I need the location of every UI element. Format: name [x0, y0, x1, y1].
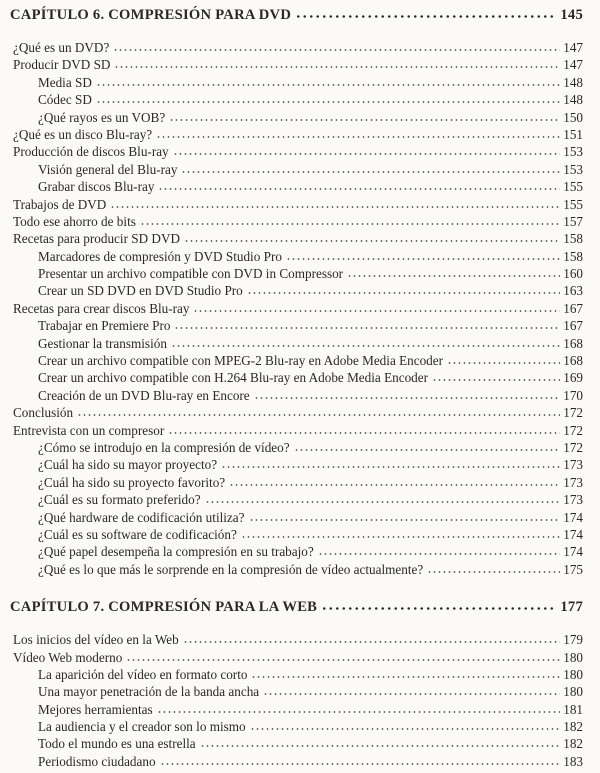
toc-entry-label: Recetas para producir SD DVD: [13, 231, 180, 247]
toc-entry-label: Media SD: [38, 74, 92, 90]
toc-entry-page-number: 170: [563, 387, 583, 403]
toc-entry-page-number: 172: [563, 405, 583, 421]
toc-entry-label: Grabar discos Blu-ray: [38, 179, 155, 195]
toc-entry: [10, 667, 583, 684]
dot-leader: [171, 344, 560, 348]
dot-leader: [96, 83, 560, 87]
dot-leader: [183, 640, 561, 644]
dot-leader: [263, 692, 560, 696]
toc-entry-label: Producir DVD SD: [13, 57, 111, 73]
toc-entry-page-number: 180: [563, 649, 583, 665]
dot-leader: [174, 326, 560, 330]
chapter-entries: [10, 40, 583, 579]
toc-entry: [10, 266, 583, 283]
toc-entry-page-number: 174: [563, 544, 583, 560]
toc-entry-label: Periodismo ciudadano: [38, 753, 156, 769]
toc-entry: [10, 40, 583, 57]
dot-leader: [158, 187, 560, 191]
toc-entry: [10, 475, 583, 492]
toc-entry-page-number: 160: [563, 266, 583, 282]
toc-entry-label: ¿Cuál es su software de codificación?: [38, 526, 237, 542]
dot-leader: [193, 309, 560, 313]
toc-entry-page-number: 158: [563, 231, 583, 247]
toc-entry: [10, 544, 583, 561]
toc-entry-label: Mejores herramientas: [38, 701, 153, 717]
dot-leader: [318, 552, 560, 556]
toc-entry-label: ¿Qué es lo que más le sorprende en la compresión de vídeo actualmente?: [38, 561, 424, 577]
dot-leader: [157, 710, 561, 714]
toc-entry: [10, 127, 583, 144]
toc-entry: [10, 214, 583, 231]
toc-entry-label: Una mayor penetración de la banda ancha: [38, 684, 260, 700]
toc-entry-label: Todo ese ahorro de bits: [13, 213, 136, 229]
dot-leader: [247, 291, 560, 295]
toc-entry: [10, 57, 583, 74]
toc-entry: [10, 754, 583, 771]
toc-entry-label: ¿Qué es un DVD?: [13, 40, 110, 55]
toc-entry-label: Todo el mundo es una estrella: [38, 736, 196, 752]
toc-entry-page-number: 173: [563, 474, 583, 490]
toc-entry: [10, 144, 583, 161]
toc-entry-label: ¿Qué hardware de codificación utiliza?: [38, 509, 245, 525]
table-of-contents: [10, 7, 583, 771]
toc-entry: [10, 702, 583, 719]
toc-entry-label: Visión general del Blu-ray: [38, 161, 178, 177]
toc-entry-page-number: 181: [563, 701, 583, 717]
toc-entry-page-number: 183: [563, 753, 583, 769]
toc-entry-page-number: 180: [563, 666, 583, 682]
chapter-title: CAPÍTULO 6. COMPRESIÓN PARA DVD: [10, 7, 292, 23]
toc-entry-page-number: 155: [563, 196, 583, 212]
toc-entry-page-number: 167: [563, 300, 583, 316]
toc-entry: [10, 684, 583, 701]
toc-entry-page-number: 147: [563, 40, 583, 55]
dot-leader: [250, 727, 561, 731]
dot-leader: [241, 535, 560, 539]
chapter-title: CAPÍTULO 7. COMPRESIÓN PARA LA WEB: [10, 599, 318, 616]
toc-section: [10, 7, 583, 579]
toc-entry-label: Presentar un archivo compatible con DVD in Compressor: [38, 266, 344, 282]
dot-leader: [427, 570, 560, 574]
toc-entry-label: Los inicios del vídeo en la Web: [13, 632, 179, 648]
toc-entry: [10, 75, 583, 92]
toc-entry: [10, 92, 583, 109]
dot-leader: [447, 361, 560, 365]
toc-entry-page-number: 157: [563, 213, 583, 229]
dot-leader: [432, 378, 560, 382]
dot-leader: [254, 396, 561, 400]
dot-leader: [181, 170, 560, 174]
dot-leader: [295, 14, 557, 19]
toc-entry-page-number: 180: [563, 684, 583, 700]
toc-entry-page-number: 148: [563, 74, 583, 90]
toc-entry: [10, 510, 583, 527]
chapter-entries: [10, 632, 583, 771]
toc-entry-page-number: 173: [563, 492, 583, 508]
toc-entry-page-number: 182: [563, 736, 583, 752]
toc-entry-label: Conclusión: [13, 405, 74, 421]
toc-entry-page-number: 150: [563, 109, 583, 125]
toc-entry: [10, 370, 583, 387]
dot-leader: [286, 257, 560, 261]
toc-entry-page-number: 172: [563, 439, 583, 455]
toc-entry: [10, 650, 583, 667]
dot-leader: [126, 658, 560, 662]
toc-entry-page-number: 168: [563, 353, 583, 369]
toc-entry-page-number: 172: [563, 422, 583, 438]
dot-leader: [113, 48, 560, 52]
toc-entry: [10, 110, 583, 127]
dot-leader: [251, 675, 560, 679]
toc-entry-page-number: 174: [563, 526, 583, 542]
dot-leader: [173, 152, 561, 156]
dot-leader: [321, 606, 557, 611]
toc-entry-page-number: 153: [563, 161, 583, 177]
chapter-heading: [10, 7, 583, 31]
dot-leader: [200, 744, 561, 748]
toc-entry: [10, 231, 583, 248]
toc-entry-label: ¿Qué rayos es un VOB?: [38, 109, 166, 125]
toc-entry-label: Entrevista con un compresor: [13, 422, 165, 438]
chapter-page-number: 177: [560, 599, 583, 616]
dot-leader: [169, 118, 560, 122]
toc-entry-page-number: 175: [563, 561, 583, 577]
dot-leader: [156, 135, 560, 139]
toc-entry-label: Marcadores de compresión y DVD Studio Pro: [38, 248, 282, 264]
toc-entry-page-number: 163: [563, 283, 583, 299]
toc-entry: [10, 719, 583, 736]
toc-entry: [10, 405, 583, 422]
toc-entry: [10, 440, 583, 457]
dot-leader: [249, 518, 561, 522]
toc-entry-page-number: 158: [563, 248, 583, 264]
dot-leader: [140, 222, 560, 226]
toc-entry-label: ¿Cómo se introdujo en la compresión de vídeo?: [38, 439, 290, 455]
toc-entry-label: La audiencia y el creador son lo mismo: [38, 719, 246, 735]
toc-entry: [10, 179, 583, 196]
toc-entry: [10, 388, 583, 405]
dot-leader: [294, 448, 561, 452]
toc-entry-label: ¿Cuál es su formato preferido?: [38, 492, 201, 508]
toc-entry-label: Crear un SD DVD en DVD Studio Pro: [38, 283, 243, 299]
toc-entry: [10, 423, 583, 440]
dot-leader: [168, 431, 560, 435]
toc-entry: [10, 632, 583, 649]
toc-entry-page-number: 169: [563, 370, 583, 386]
toc-entry: [10, 336, 583, 353]
toc-entry-label: Producción de discos Blu-ray: [13, 144, 169, 160]
dot-leader: [229, 483, 560, 487]
toc-entry: [10, 301, 583, 318]
toc-entry-label: ¿Qué papel desempeña la compresión en su trabajo?: [38, 544, 314, 560]
dot-leader: [184, 239, 560, 243]
toc-entry-label: ¿Cuál ha sido su mayor proyecto?: [38, 457, 218, 473]
toc-entry-page-number: 153: [563, 144, 583, 160]
dot-leader: [205, 500, 561, 504]
dot-leader: [110, 205, 560, 209]
dot-leader: [221, 465, 560, 469]
toc-entry: [10, 562, 583, 579]
toc-entry: [10, 457, 583, 474]
dot-leader: [96, 100, 560, 104]
dot-leader: [114, 65, 560, 69]
dot-leader: [347, 274, 560, 278]
toc-entry: [10, 283, 583, 300]
toc-entry-label: Recetas para crear discos Blu-ray: [13, 300, 190, 316]
dot-leader: [160, 762, 561, 766]
toc-entry-page-number: 147: [563, 57, 583, 73]
chapter-heading: [10, 599, 583, 623]
dot-leader: [77, 413, 560, 417]
toc-entry-page-number: 148: [563, 92, 583, 108]
toc-entry: [10, 492, 583, 509]
toc-entry-page-number: 182: [563, 719, 583, 735]
toc-entry: [10, 353, 583, 370]
toc-entry: [10, 249, 583, 266]
toc-entry-page-number: 168: [563, 335, 583, 351]
toc-entry: [10, 162, 583, 179]
toc-entry: [10, 318, 583, 335]
toc-entry-label: Trabajos de DVD: [13, 196, 107, 212]
toc-entry-page-number: 155: [563, 179, 583, 195]
toc-entry-label: Crear un archivo compatible con H.264 Blu-ray en Adobe Media Encoder: [38, 370, 429, 386]
chapter-page-number: 145: [560, 7, 583, 23]
toc-entry: [10, 197, 583, 214]
toc-entry-label: La aparición del vídeo en formato corto: [38, 666, 248, 682]
toc-entry-page-number: 167: [563, 318, 583, 334]
toc-entry-label: Creación de un DVD Blu-ray en Encore: [38, 387, 250, 403]
toc-entry-label: Trabajar en Premiere Pro: [38, 318, 171, 334]
toc-entry: [10, 527, 583, 544]
toc-entry-page-number: 174: [563, 509, 583, 525]
toc-entry-label: Vídeo Web moderno: [13, 649, 123, 665]
toc-entry-label: Códec SD: [38, 92, 92, 108]
toc-entry-label: Crear un archivo compatible con MPEG-2 Blu-ray en Adobe Media Encoder: [38, 353, 444, 369]
toc-entry-label: Gestionar la transmisión: [38, 335, 167, 351]
toc-entry-page-number: 173: [563, 457, 583, 473]
toc-entry-page-number: 151: [563, 126, 583, 142]
toc-entry-label: ¿Cuál ha sido su proyecto favorito?: [38, 474, 226, 490]
toc-entry-page-number: 179: [563, 632, 583, 648]
toc-entry-label: ¿Qué es un disco Blu-ray?: [13, 126, 153, 142]
toc-section: [10, 599, 583, 771]
toc-entry: [10, 736, 583, 753]
